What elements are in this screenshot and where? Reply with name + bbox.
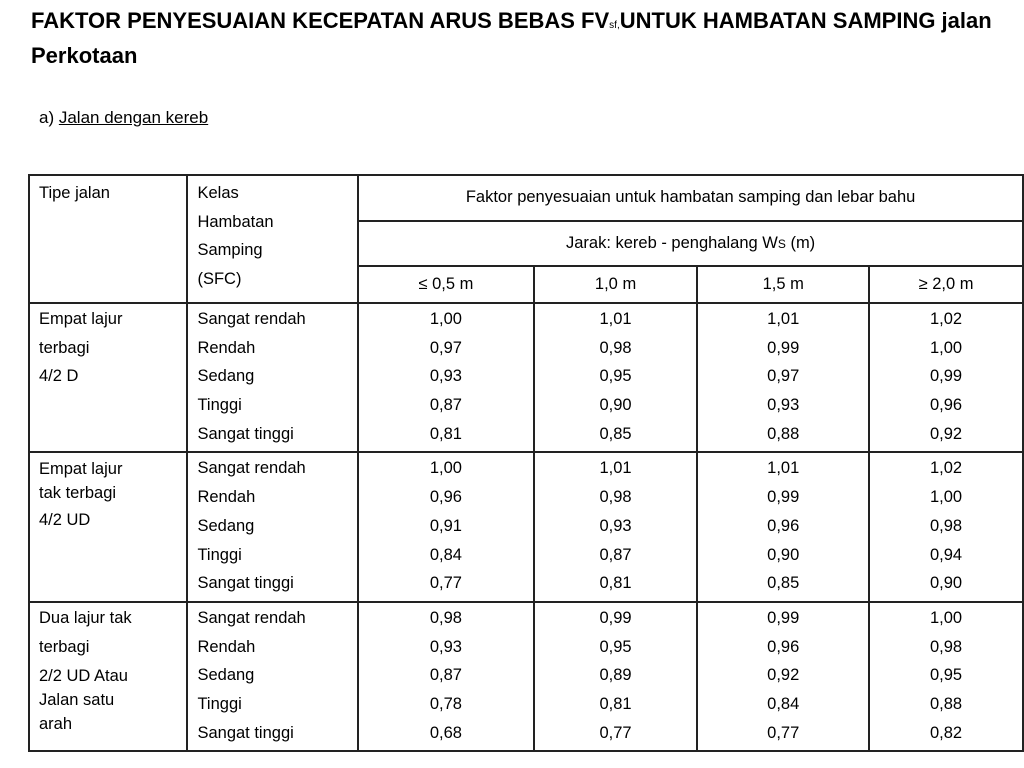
tipe-cell: [29, 602, 187, 751]
section-prefix: a): [39, 108, 59, 127]
kelas-text: Sangat rendah: [197, 608, 306, 627]
header-text: Jarak: kereb - penghalang W: [565, 234, 778, 253]
section-heading: [39, 108, 208, 128]
value: 0,98: [429, 608, 462, 627]
value: 0,88: [929, 694, 963, 713]
header-text: Tipe jalan: [39, 184, 110, 202]
value: 0,87: [429, 666, 462, 685]
value: 0,78: [429, 694, 462, 713]
value: 0,96: [929, 396, 963, 415]
value-cell: [869, 452, 1023, 601]
value-cell: [358, 452, 534, 601]
table-row: [29, 303, 1023, 452]
value: 0,82: [929, 723, 963, 742]
kelas-text: Rendah: [197, 637, 256, 656]
title-main: FAKTOR PENYESUAIAN KECEPATAN ARUS BEBAS FV: [31, 8, 610, 33]
value-cell: [697, 452, 869, 601]
value: 0,96: [767, 637, 800, 656]
header-text: Hambatan: [197, 212, 274, 231]
value: 0,90: [599, 396, 632, 415]
section-title: Jalan dengan kereb: [58, 108, 209, 127]
kelas-text: Sangat tinggi: [197, 574, 294, 593]
value: 0,99: [767, 488, 800, 507]
value: 0,77: [599, 723, 632, 742]
kelas-cell: [187, 452, 358, 601]
value: 0,96: [429, 488, 462, 507]
value: 0,95: [599, 637, 632, 656]
value: 0,99: [599, 608, 632, 627]
value: 0,77: [767, 723, 800, 742]
value: 0,77: [429, 574, 462, 593]
value: 1,02: [929, 459, 963, 478]
kelas-cell: [187, 602, 358, 751]
value-cell: [358, 602, 534, 751]
value: 1,00: [929, 608, 963, 627]
tipe-text: Empat lajur: [39, 310, 123, 328]
value: 0,93: [429, 367, 462, 386]
tipe-text: 4/2 UD: [39, 511, 91, 530]
kelas-text: Rendah: [197, 338, 256, 357]
table-row: [29, 452, 1023, 601]
header-col-0-5: ≤ 0,5 m: [358, 266, 534, 303]
tipe-text: Dua lajur tak: [39, 608, 132, 627]
value: 0,68: [429, 723, 462, 742]
tipe-text: Empat lajur: [39, 460, 123, 479]
value: 1,01: [767, 310, 800, 328]
kelas-text: Sangat tinggi: [197, 723, 294, 742]
value: 0,97: [767, 367, 800, 386]
kelas-text: Tinggi: [197, 545, 242, 564]
tipe-cell: [29, 303, 187, 452]
value: 1,01: [599, 310, 632, 328]
kelas-text: Sangat rendah: [197, 459, 306, 478]
value: 0,92: [767, 666, 800, 685]
value: 0,98: [929, 516, 963, 535]
kelas-text: Sangat tinggi: [197, 424, 294, 443]
value: 0,88: [767, 424, 800, 443]
header-text: (m): [785, 234, 816, 253]
kelas-text: Sangat rendah: [197, 310, 306, 328]
value: 0,87: [429, 396, 462, 415]
value: 0,93: [429, 637, 462, 656]
value: 0,92: [929, 424, 963, 443]
kelas-text: Sedang: [197, 666, 255, 685]
header-text: Kelas: [197, 184, 239, 202]
page-title: [31, 6, 1011, 71]
value-cell: [869, 602, 1023, 751]
value: 0,99: [767, 338, 800, 357]
value: 0,85: [599, 424, 632, 443]
header-tipe-jalan: [29, 175, 187, 303]
value: 0,94: [929, 545, 963, 564]
kelas-text: Sedang: [197, 367, 255, 386]
kelas-text: Tinggi: [197, 396, 242, 415]
kelas-text: Tinggi: [197, 694, 242, 713]
value: 0,93: [767, 396, 800, 415]
header-jarak: [358, 221, 1023, 267]
value: 0,97: [429, 338, 462, 357]
value: 0,85: [767, 574, 800, 593]
value: 0,81: [429, 424, 462, 443]
value: 0,84: [767, 694, 800, 713]
tipe-text: terbagi: [39, 637, 90, 656]
tipe-text: arah: [39, 715, 73, 734]
value: 0,99: [929, 367, 963, 386]
value: 1,00: [929, 488, 963, 507]
value: 0,95: [929, 666, 963, 685]
value: 1,00: [929, 338, 963, 357]
value: 0,99: [767, 608, 800, 627]
title-rest: UNTUK HAMBATAN SAMPING jalan Perkotaan: [31, 8, 992, 68]
value: 0,98: [599, 338, 632, 357]
value-cell: [697, 602, 869, 751]
kelas-text: Sedang: [197, 516, 255, 535]
tipe-cell: [29, 452, 187, 601]
header-col-1-5: 1,5 m: [697, 266, 869, 303]
tipe-text: tak terbagi: [39, 484, 117, 503]
header-kelas: [187, 175, 358, 303]
value: 1,00: [429, 310, 462, 328]
header-row-1: [29, 175, 1023, 221]
value: 0,98: [929, 637, 963, 656]
value: 0,87: [599, 545, 632, 564]
value-cell: [534, 303, 698, 452]
value: 1,02: [929, 310, 963, 328]
tipe-text: Jalan satu: [39, 691, 115, 710]
value: 1,01: [767, 459, 800, 478]
header-faktor: Faktor penyesuaian untuk hambatan samping dan lebar bahu: [358, 175, 1023, 221]
header-text: (SFC): [197, 269, 242, 288]
tipe-text: 4/2 D: [39, 367, 79, 386]
tipe-text: 2/2 UD Atau: [39, 667, 128, 686]
value: 0,84: [429, 545, 462, 564]
value: 0,90: [929, 574, 963, 593]
value-cell: [697, 303, 869, 452]
kelas-text: Rendah: [197, 488, 256, 507]
value-cell: [869, 303, 1023, 452]
value: 0,91: [429, 516, 462, 535]
value: 0,96: [767, 516, 800, 535]
value: 0,98: [599, 488, 632, 507]
header-subscript: S: [777, 237, 786, 252]
header-text: Samping: [197, 241, 263, 259]
value: 0,81: [599, 574, 632, 593]
value: 0,95: [599, 367, 632, 386]
value: 0,90: [767, 545, 800, 564]
header-col-1-0: 1,0 m: [534, 266, 698, 303]
title-subscript: sf,: [609, 20, 620, 31]
value: 0,93: [599, 516, 632, 535]
header-col-2-0: ≥ 2,0 m: [869, 266, 1023, 303]
adjustment-factor-table: [28, 174, 1024, 752]
kelas-cell: [187, 303, 358, 452]
value-cell: [534, 602, 698, 751]
value-cell: [358, 303, 534, 452]
value: 1,01: [599, 459, 632, 478]
value-cell: [534, 452, 698, 601]
value: 0,89: [599, 666, 632, 685]
tipe-text: terbagi: [39, 338, 90, 357]
table-row: [29, 602, 1023, 751]
value: 0,81: [599, 694, 632, 713]
value: 1,00: [429, 459, 462, 478]
